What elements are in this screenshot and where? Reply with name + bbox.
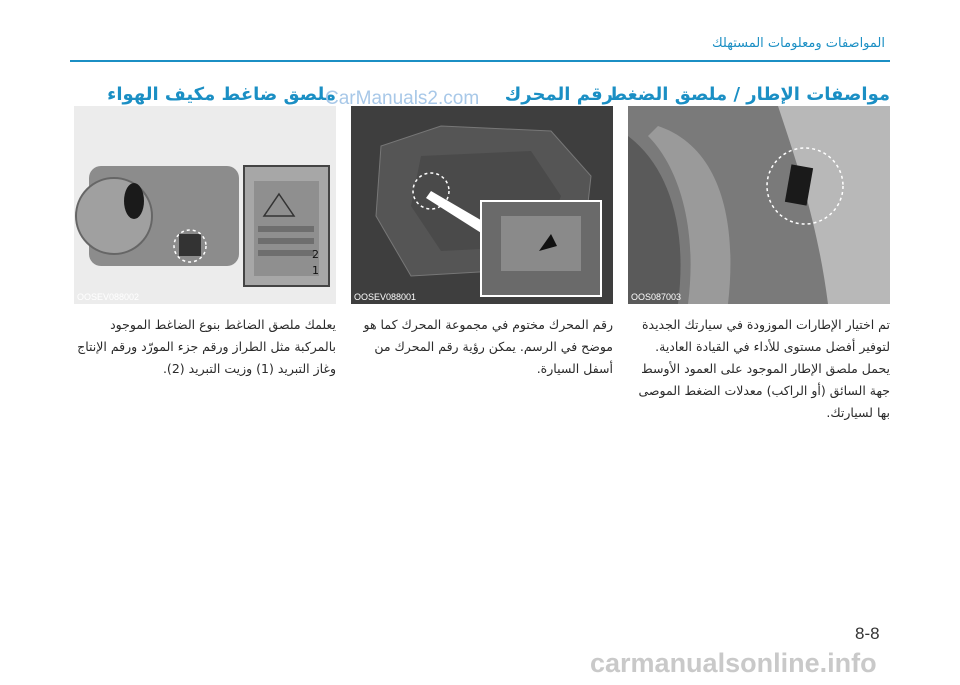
tire-label-image [628, 106, 890, 304]
compressor-illustration [74, 106, 336, 304]
section-title: رقم المحرك [504, 84, 613, 105]
engine-image [351, 106, 613, 304]
image-code: OOS087003 [631, 292, 682, 302]
image-code: OOSEV088001 [354, 292, 417, 302]
section-body: يعلمك ملصق الضاغط بنوع الضاغط الموجود بالمركبة مثل الطراز ورقم جزء المورّد ورقم الإنتاج وغاز التبريد (1) وزيت التبريد (2). [77, 317, 336, 376]
engine-bay-illustration [351, 106, 613, 304]
footer-watermark: carmanualsonline.info [590, 648, 877, 678]
compressor-image [74, 106, 336, 304]
image-code: OOSEV088002 [77, 292, 140, 302]
section-title: مواصفات الإطار / ملصق الضغط [608, 84, 890, 105]
svg-text:2: 2 [312, 248, 319, 261]
section-body: تم اختيار الإطارات الموزودة في سيارتك الجديدة لتوفير أفضل مستوى للأداء في القيادة العادية. يحمل ملصق الإطار الموجود على العمود الأوسط جهة السائق (أو الراكب) معدلات الضغط الموصى بها لسيارتك. [638, 317, 890, 420]
door-pillar-illustration [628, 106, 890, 304]
section-ac-compressor [74, 0, 336, 685]
section-tire-pressure [608, 0, 890, 685]
watermark: CarManuals2.com [325, 88, 480, 109]
section-body: رقم المحرك مختوم في مجموعة المحرك كما هو موضح في الرسم. يمكن رؤية رقم المحرك من أسفل السيارة. [363, 317, 613, 376]
page-number: 8-8 [855, 624, 880, 643]
svg-text:1: 1 [312, 264, 319, 277]
section-title: ملصق ضاغط مكيف الهواء [107, 84, 336, 105]
header-title: المواصفات ومعلومات المستهلك [711, 36, 885, 51]
